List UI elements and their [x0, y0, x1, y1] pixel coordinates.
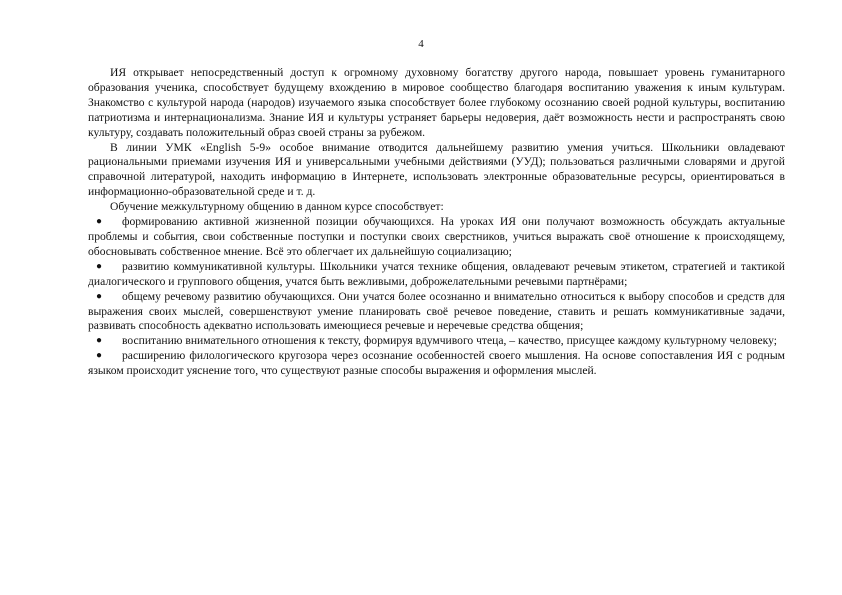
list-item [88, 290, 785, 335]
bullet-icon: ● [96, 335, 103, 347]
paragraph-foreign-language-value: ИЯ открывает непосредственный доступ к огромному духовному богатству другого народа, повышает уровень гуманитарного образования ученика, способствует будущему вхождению в мировое сообщество благодаря воспитанию уважения к иным культурам. Знакомство с культурой народа (народов) изучаемого языка способствует более глубокому осознанию своей родной культуры, воспитанию патриотизма и интернационализма. Знание ИЯ и культуры устраняет барьеры недоверия, даёт возможность нести и распространять свою культуру, создавать положительный образ своей страны за рубежом. [88, 66, 785, 139]
list-item [88, 334, 785, 349]
list-item-text: расширению филологического кругозора через осознание особенностей своего мышления. На основе сопоставления ИЯ с родным языком происходит уяснение того, что существуют разные способы выражения и оформления мыслей. [88, 349, 785, 378]
document-body [88, 66, 785, 379]
paragraph-intercultural-intro: Обучение межкультурному общению в данном курсе способствует: [110, 200, 444, 214]
list-item-text: воспитанию внимательного отношения к тексту, формируя вдумчивого чтеца, – качество, присущее каждому культурному человеку; [122, 334, 777, 348]
list-item-text: развитию коммуникативной культуры. Школьники учатся технике общения, овладевают речевым этикетом, стратегией и тактикой диалогического и группового общения, учатся быть вежливыми, доброжелательными речевыми партнёрами; [88, 259, 785, 288]
bullet-icon: ● [96, 260, 103, 272]
list-item [88, 215, 785, 260]
paragraph-learning-skills: В линии УМК «English 5-9» особое внимание отводится дальнейшему развитию умения учиться. Школьники овладевают рациональными приемами изучения ИЯ и универсальными учебными действиями (УУД); пользоваться различными словарями и другой справочной литературой, находить информацию в Интернете, использовать электронные образовательные ресурсы, ориентироваться в информационно-образовательной среде и т. д. [88, 140, 785, 199]
list-item [88, 260, 785, 290]
bullet-icon: ● [96, 350, 103, 362]
bullet-icon: ● [96, 290, 103, 302]
bullet-icon: ● [96, 216, 103, 228]
page-number: 4 [418, 38, 424, 50]
list-item-text: формированию активной жизненной позиции обучающихся. На уроках ИЯ они получают возможность обсуждать актуальные проблемы и события, свои собственные поступки и поступки своих сверстников, учиться выражать своё отношение к происходящему, обосновывать собственное мнение. Всё это облегчает их дальнейшую социализацию; [88, 215, 785, 258]
list-item [88, 349, 785, 379]
list-item-text: общему речевому развитию обучающихся. Они учатся более осознанно и внимательно относиться к выбору способов и средств для выражения своих мыслей, совершенствуют умение планировать своё речевое поведение, ставить и решать коммуникативные задачи, развивать способность адекватно использовать имеющиеся речевые и неречевые средства общения; [88, 289, 785, 333]
